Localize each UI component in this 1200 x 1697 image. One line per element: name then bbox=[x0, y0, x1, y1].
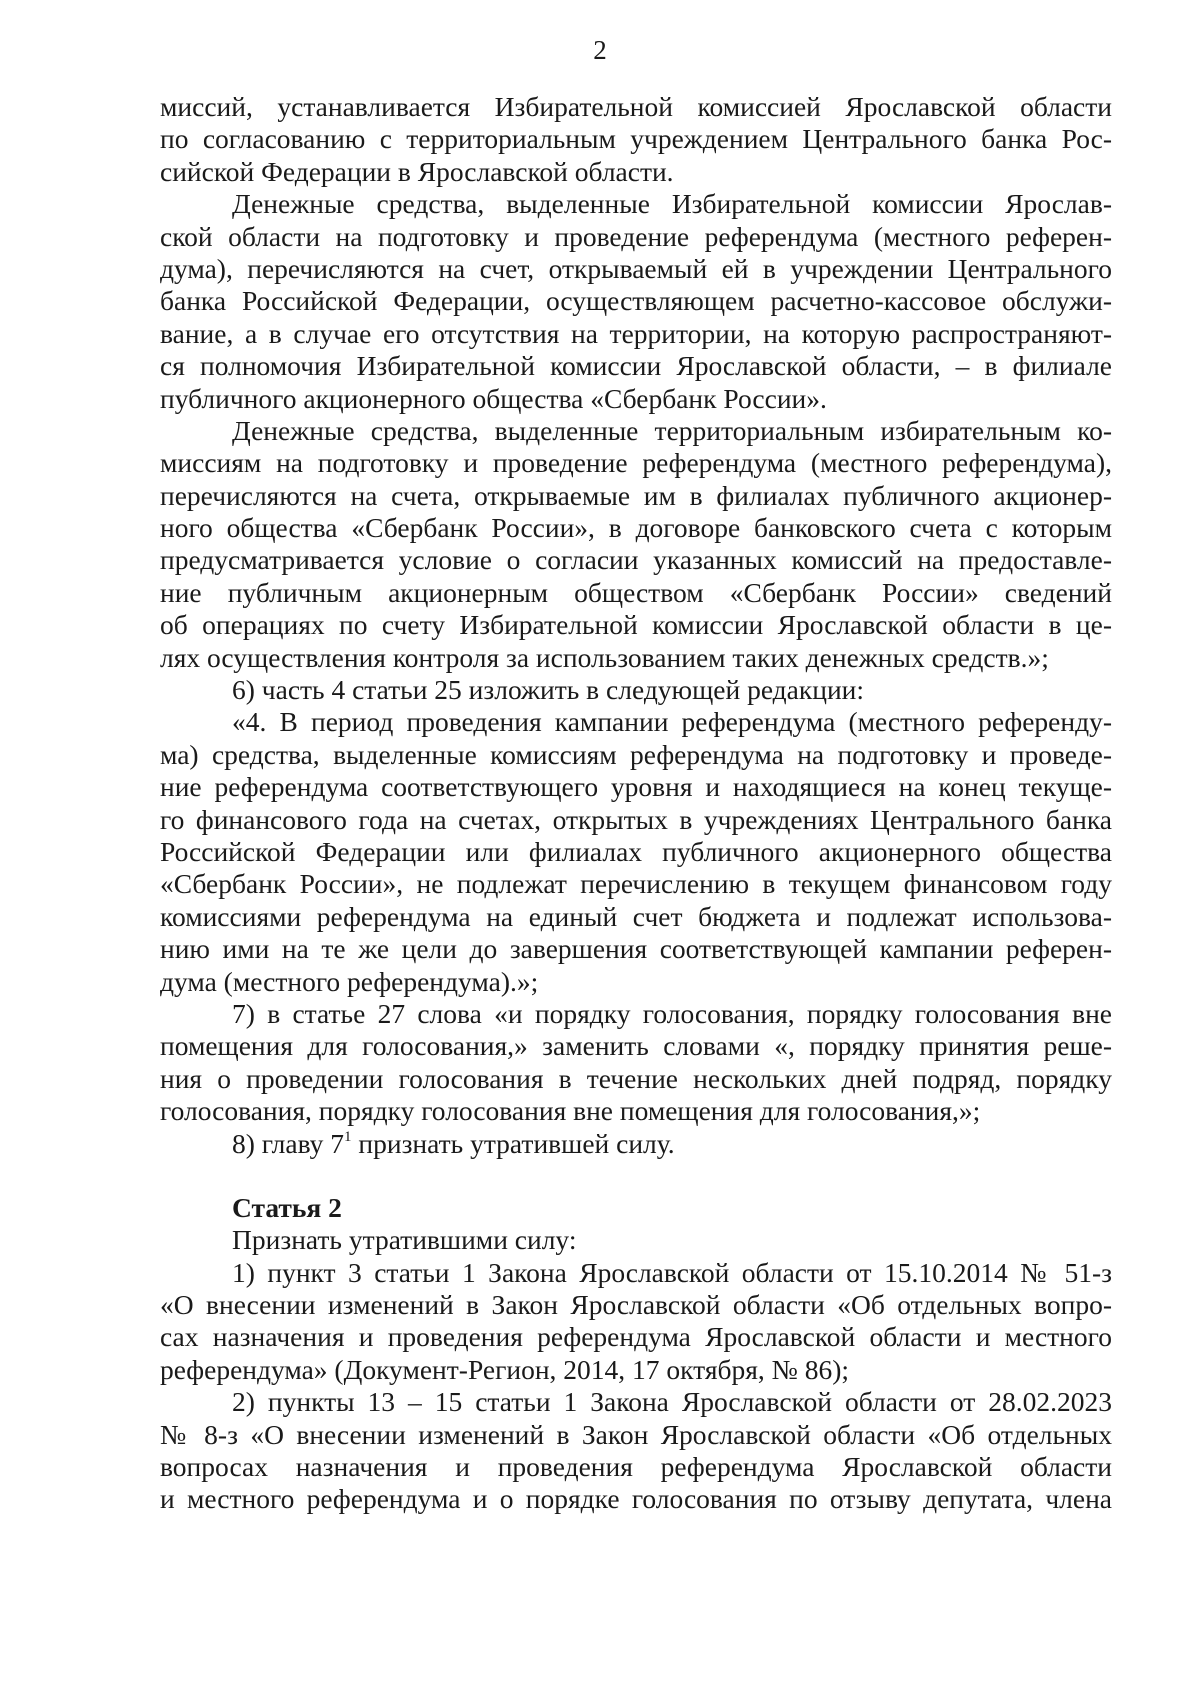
text-line: по согласованию с территориальным учреждением Центрального банка Рос- bbox=[160, 123, 1112, 155]
text-line: об операциях по счету Избирательной комиссии Ярославской области в це- bbox=[160, 609, 1112, 641]
body-text-before-heading bbox=[160, 91, 1112, 1128]
text-line: вопросах назначения и проведения референдума Ярославской области bbox=[160, 1451, 1112, 1483]
text-line: го финансового года на счетах, открытых в учреждениях Центрального банка bbox=[160, 803, 1112, 835]
text-line: вание, а в случае его отсутствия на территории, на которую распространяют- bbox=[160, 317, 1112, 349]
text-line: помещения для голосования,» заменить словами «, порядку принятия реше- bbox=[160, 1030, 1112, 1062]
text-line: «О внесении изменений в Закон Ярославской области «Об отдельных вопро- bbox=[160, 1289, 1112, 1321]
item-8-line bbox=[160, 1128, 1112, 1160]
text-line: голосования, порядку голосования вне помещения для голосования,»; bbox=[160, 1095, 981, 1127]
body-text-after-heading bbox=[160, 1224, 1112, 1516]
text-line: 1) пункт 3 статьи 1 Закона Ярославской области от 15.10.2014 № 51-з bbox=[232, 1256, 1112, 1288]
text-line: 6) часть 4 статьи 25 изложить в следующей редакции: bbox=[232, 674, 865, 706]
text-line: ния о проведении голосования в течение нескольких дней подряд, порядку bbox=[160, 1062, 1112, 1094]
text-line: ся полномочия Избирательной комиссии Ярославской области, – в филиале bbox=[160, 350, 1112, 382]
text-line: ние референдума соответствующего уровня и находящиеся на конец текуще- bbox=[160, 771, 1112, 803]
text-line: ма) средства, выделенные комиссиям референдума на подготовку и проведе- bbox=[160, 738, 1112, 770]
text-line: дума (местного референдума).»; bbox=[160, 965, 539, 997]
chapter-superscript: 1 bbox=[344, 1128, 352, 1145]
text-line: ской области на подготовку и проведение референдума (местного референ- bbox=[160, 220, 1112, 252]
text-line: сах назначения и проведения референдума Ярославской области и местного bbox=[160, 1321, 1112, 1353]
text-line: Российской Федерации или филиалах публичного акционерного общества bbox=[160, 835, 1112, 867]
text-line: Признать утратившими силу: bbox=[232, 1224, 577, 1256]
section-gap bbox=[160, 1160, 1112, 1192]
text-line: ние публичным акционерным обществом «Сбербанк России» сведений bbox=[160, 576, 1112, 608]
text-line: миссиям на подготовку и проведение референдума (местного референдума), bbox=[160, 447, 1112, 479]
text-line: Денежные средства, выделенные Избирательной комиссии Ярослав- bbox=[232, 188, 1112, 220]
text-line: сийской Федерации в Ярославской области. bbox=[160, 155, 674, 187]
text-line: публичного акционерного общества «Сбербанк России». bbox=[160, 382, 827, 414]
text-line: № 8-з «О внесении изменений в Закон Ярославской области «Об отдельных bbox=[160, 1418, 1112, 1450]
document-body bbox=[160, 91, 1112, 1516]
text-line: и местного референдума и о порядке голосования по отзыву депутата, члена bbox=[160, 1483, 1112, 1515]
text-line: референдума» (Документ-Регион, 2014, 17 октября, № 86); bbox=[160, 1353, 850, 1385]
text-line: Денежные средства, выделенные территориальным избирательным ко- bbox=[232, 414, 1112, 446]
text-line: перечисляются на счета, открываемые им в филиалах публичного акционер- bbox=[160, 479, 1112, 511]
text-line: миссий, устанавливается Избирательной комиссией Ярославской области bbox=[160, 91, 1112, 122]
page-number: 2 bbox=[593, 35, 607, 65]
text-line: банка Российской Федерации, осуществляющем расчетно-кассовое обслужи- bbox=[160, 285, 1112, 317]
text-line: лях осуществления контроля за использованием таких денежных средств.»; bbox=[160, 641, 1049, 673]
article-heading: Статья 2 bbox=[232, 1191, 342, 1223]
text-line: ного общества «Сбербанк России», в договоре банковского счета с которым bbox=[160, 512, 1112, 544]
item-8-text: 8) главу 7 bbox=[232, 1127, 345, 1159]
text-line: комиссиями референдума на единый счет бюджета и подлежат использова- bbox=[160, 900, 1112, 932]
text-line: предусматривается условие о согласии указанных комиссий на предоставле- bbox=[160, 544, 1112, 576]
item-8-tail: признать утратившей силу. bbox=[351, 1127, 675, 1159]
text-line: 2) пункты 13 – 15 статьи 1 Закона Ярославской области от 28.02.2023 bbox=[232, 1386, 1112, 1418]
text-line: нию ими на те же цели до завершения соответствующей кампании референ- bbox=[160, 933, 1112, 965]
text-line: «4. В период проведения кампании референдума (местного референду- bbox=[232, 706, 1112, 738]
text-line: дума), перечисляются на счет, открываемый ей в учреждении Центрального bbox=[160, 252, 1112, 284]
text-line: 7) в статье 27 слова «и порядку голосования, порядку голосования вне bbox=[232, 997, 1112, 1029]
text-line: «Сбербанк России», не подлежат перечислению в текущем финансовом году bbox=[160, 868, 1112, 900]
